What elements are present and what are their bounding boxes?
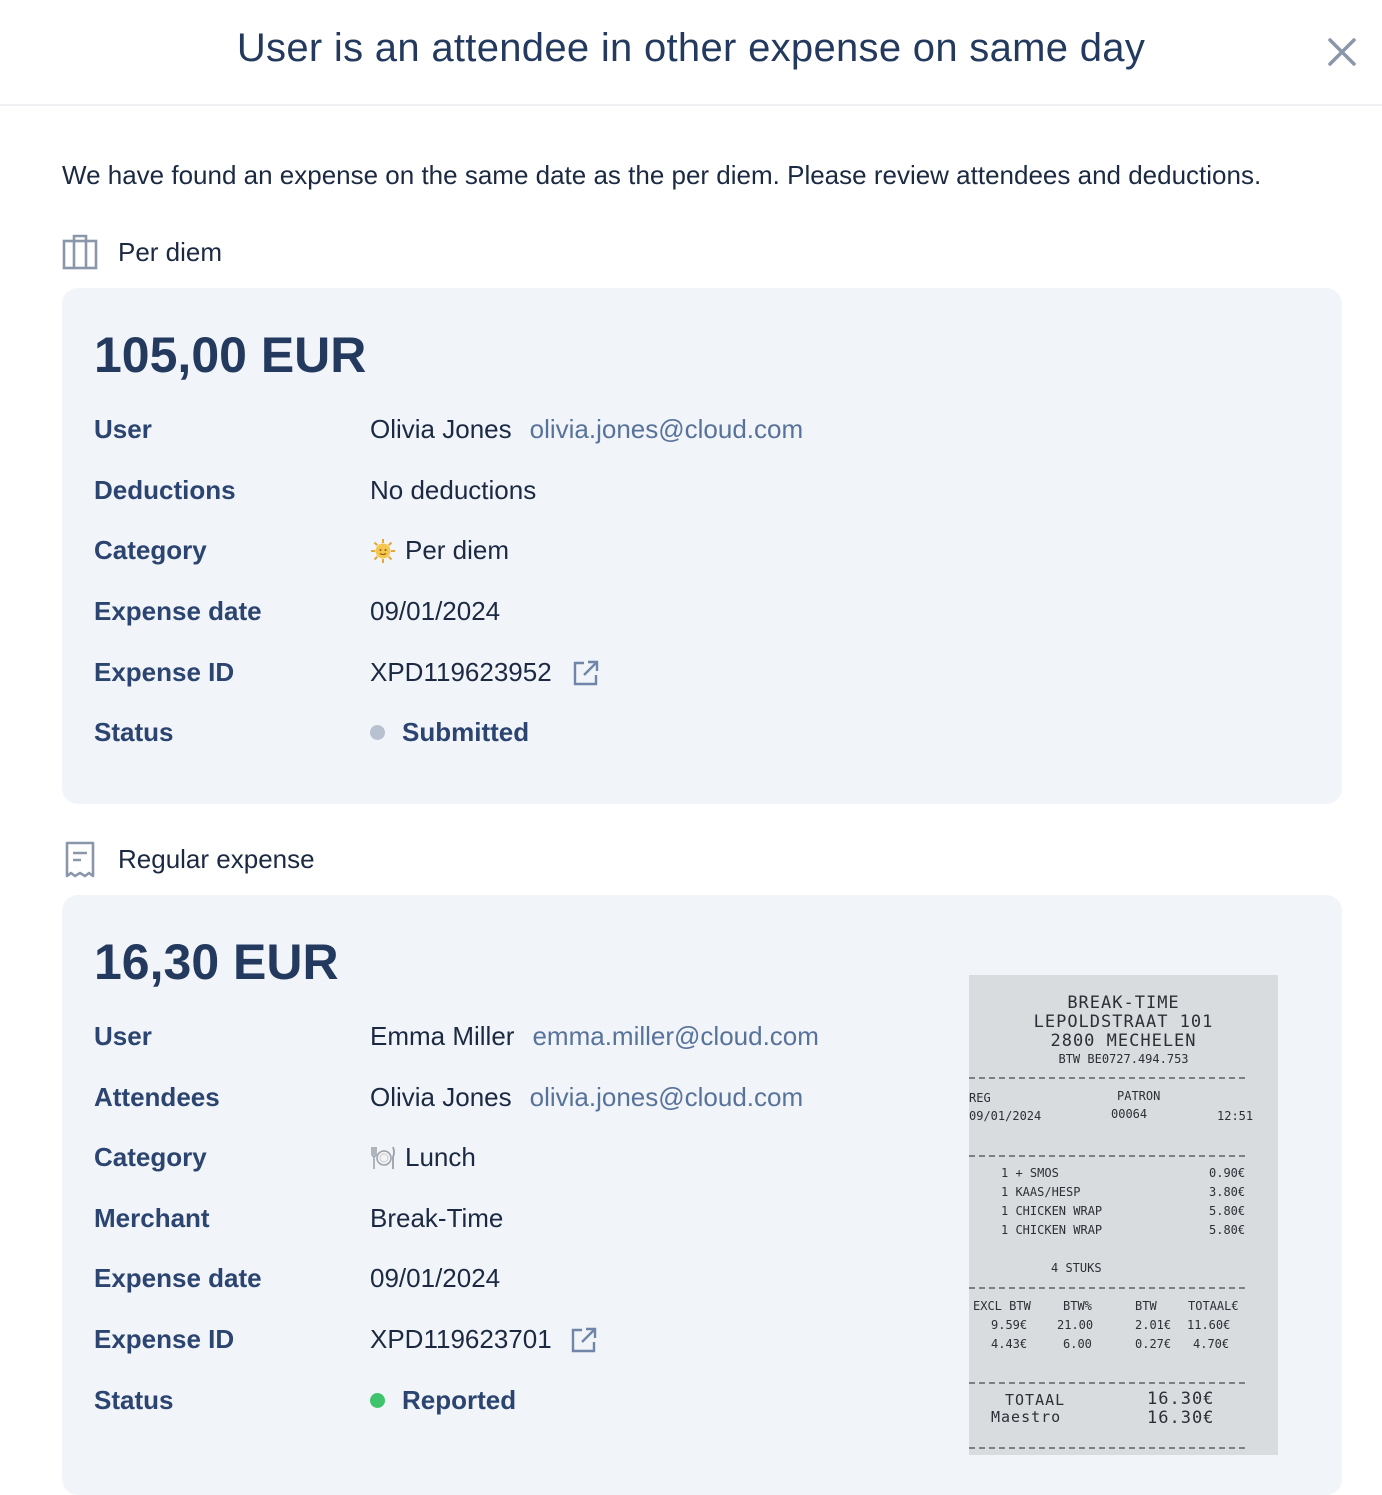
per-diem-category-row xyxy=(94,529,954,569)
receipt-divider xyxy=(969,1382,1245,1384)
expense-date-value: 09/01/2024 xyxy=(370,1263,501,1293)
receipt-tax-cell: 4.43€ xyxy=(991,1337,1028,1351)
expense-id-label: Expense ID xyxy=(94,1324,235,1354)
expense-id-label: Expense ID xyxy=(94,657,235,687)
plate-icon xyxy=(370,1145,396,1171)
intro-text: We have found an expense on the same date as the per diem. Please review attendees and deductions. xyxy=(62,160,1262,190)
status-label: Status xyxy=(94,1385,174,1415)
receipt-street: LEPOLDSTRAAT 101 xyxy=(1033,1012,1214,1032)
receipt-tax-cell: 9.59€ xyxy=(991,1318,1028,1332)
receipt-date: 09/01/2024 xyxy=(969,1109,1042,1123)
receipt-tax-cell: 6.00 xyxy=(1063,1337,1092,1351)
regular-category-row xyxy=(94,1136,954,1176)
status-dot xyxy=(370,1393,385,1408)
category-label: Category xyxy=(94,1142,207,1172)
receipt-tax-cell: 21.00 xyxy=(1057,1318,1094,1332)
dialog-title: User is an attendee in other expense on same day xyxy=(236,26,1146,70)
status-badge: Submitted xyxy=(402,717,530,747)
per-diem-user-row xyxy=(94,408,954,448)
receipt-total-label: TOTAAL xyxy=(1005,1391,1066,1409)
luggage-icon xyxy=(62,234,98,270)
regular-expense-section-label: Regular expense xyxy=(118,843,315,874)
close-icon xyxy=(1322,32,1362,72)
receipt-merchant-name: BREAK-TIME xyxy=(1067,993,1180,1013)
receipt-item: 1 CHICKEN WRAP xyxy=(1001,1223,1103,1237)
receipt-item-count: 4 STUKS xyxy=(1051,1261,1102,1275)
per-diem-amount: 105,00 EUR xyxy=(94,327,367,383)
external-link-icon[interactable] xyxy=(570,1326,598,1354)
regular-expense-section-header xyxy=(62,839,315,879)
attendee-name: Olivia Jones xyxy=(370,1082,512,1112)
receipt-divider xyxy=(969,1287,1245,1289)
receipt-tax-cell: 4.70€ xyxy=(1193,1337,1230,1351)
receipt-tax-cell: 0.27€ xyxy=(1135,1337,1172,1351)
status-badge: Reported xyxy=(402,1385,517,1415)
receipt-tax-cell: 11.60€ xyxy=(1187,1318,1231,1332)
receipt-patron-label: PATRON xyxy=(1117,1089,1161,1103)
receipt-icon xyxy=(62,840,98,878)
receipt-vat: BTW BE0727.494.753 xyxy=(1058,1052,1189,1066)
per-diem-id-row xyxy=(94,651,954,691)
expense-id-value: XPD119623952 xyxy=(370,657,552,687)
category-label: Category xyxy=(94,535,207,565)
receipt-item-price: 5.80€ xyxy=(1209,1204,1246,1218)
receipt-item-price: 3.80€ xyxy=(1209,1185,1246,1199)
receipt-tax-cell: 2.01€ xyxy=(1135,1318,1172,1332)
receipt-tax-header: EXCL BTW xyxy=(973,1299,1031,1313)
per-diem-card xyxy=(62,288,1342,804)
user-label: User xyxy=(94,414,152,444)
merchant-label: Merchant xyxy=(94,1203,210,1233)
regular-id-row xyxy=(94,1318,954,1358)
regular-amount: 16,30 EUR xyxy=(94,934,339,990)
user-label: User xyxy=(94,1021,152,1051)
per-diem-section-header xyxy=(62,232,222,272)
receipt-patron: 00064 xyxy=(1111,1107,1148,1121)
per-diem-status-row xyxy=(94,711,954,751)
regular-attendees-row xyxy=(94,1076,954,1116)
sun-icon xyxy=(370,538,396,564)
receipt-time: 12:51 xyxy=(1217,1109,1254,1123)
receipt-payment-label: Maestro xyxy=(991,1408,1062,1426)
receipt-tax-header: BTW% xyxy=(1063,1299,1092,1313)
receipt-tax-header: BTW xyxy=(1135,1299,1157,1313)
external-link-icon[interactable] xyxy=(572,659,600,687)
receipt-item-price: 0.90€ xyxy=(1209,1166,1246,1180)
category-value: Lunch xyxy=(405,1142,476,1172)
receipt-divider xyxy=(969,1077,1245,1079)
receipt-tax-header: TOTAAL€ xyxy=(1188,1299,1239,1313)
user-email[interactable]: olivia.jones@cloud.com xyxy=(529,414,804,444)
regular-merchant-row xyxy=(94,1197,954,1237)
receipt-item-price: 5.80€ xyxy=(1209,1223,1246,1237)
receipt-item: 1 + SMOS xyxy=(1001,1166,1059,1180)
receipt-item: 1 KAAS/HESP xyxy=(1001,1185,1081,1199)
user-email[interactable]: emma.miller@cloud.com xyxy=(532,1021,819,1051)
close-button[interactable] xyxy=(1322,32,1362,72)
user-name: Emma Miller xyxy=(370,1021,515,1051)
expense-id-value: XPD119623701 xyxy=(370,1324,552,1354)
receipt-total: 16.30€ xyxy=(1147,1389,1215,1409)
receipt-divider xyxy=(969,1447,1245,1449)
status-label: Status xyxy=(94,717,174,747)
per-diem-date-row xyxy=(94,590,954,630)
receipt-payment: 16.30€ xyxy=(1147,1408,1215,1428)
regular-user-row xyxy=(94,1015,954,1055)
expense-date-value: 09/01/2024 xyxy=(370,596,501,626)
receipt-city: 2800 MECHELEN xyxy=(1050,1031,1197,1051)
regular-status-row xyxy=(94,1379,954,1419)
receipt-divider xyxy=(969,1155,1245,1157)
user-name: Olivia Jones xyxy=(370,414,512,444)
receipt-reg-label: REG xyxy=(969,1091,991,1105)
category-value: Per diem xyxy=(405,535,510,565)
receipt-item: 1 CHICKEN WRAP xyxy=(1001,1204,1103,1218)
per-diem-section-label: Per diem xyxy=(118,236,223,267)
expense-date-label: Expense date xyxy=(94,596,262,626)
per-diem-deductions-row xyxy=(94,469,954,509)
attendee-email[interactable]: olivia.jones@cloud.com xyxy=(529,1082,804,1112)
dialog-header xyxy=(0,0,1382,106)
expense-date-label: Expense date xyxy=(94,1263,262,1293)
regular-date-row xyxy=(94,1257,954,1297)
deductions-value: No deductions xyxy=(370,475,537,505)
regular-expense-card xyxy=(62,895,1342,1495)
merchant-value: Break-Time xyxy=(370,1203,504,1233)
deductions-label: Deductions xyxy=(94,475,236,505)
status-dot xyxy=(370,725,385,740)
receipt-image[interactable] xyxy=(969,975,1278,1455)
attendees-label: Attendees xyxy=(94,1082,220,1112)
